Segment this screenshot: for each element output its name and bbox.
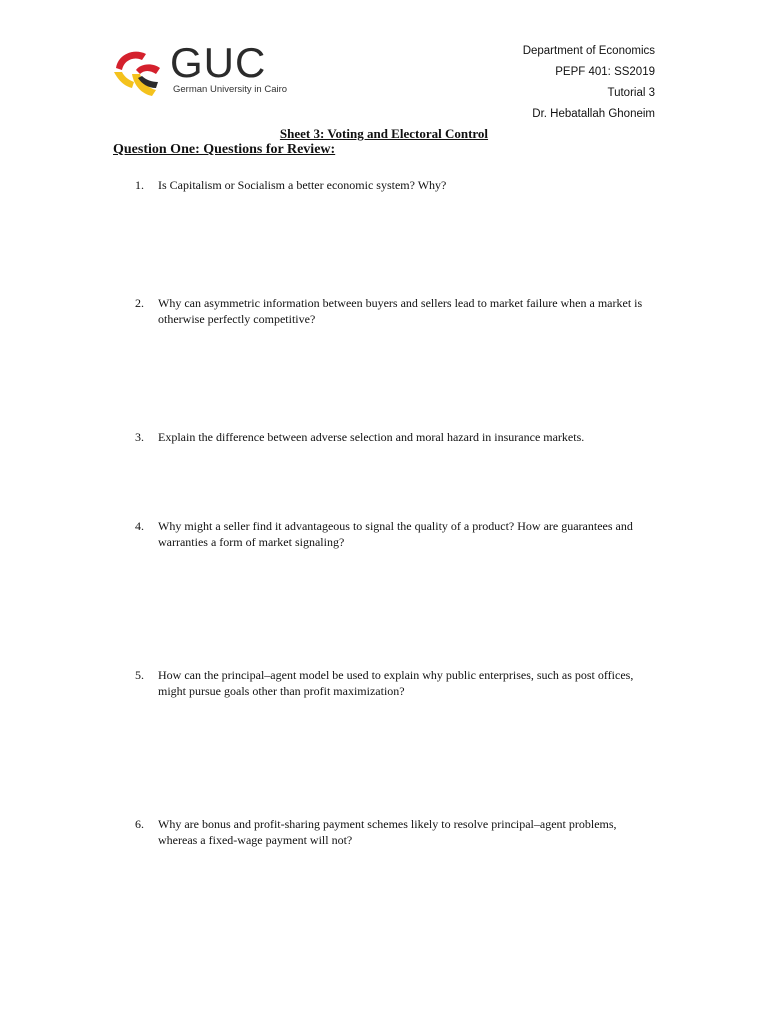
question-number: 1. bbox=[135, 178, 144, 192]
question-number: 4. bbox=[135, 519, 144, 533]
question-number: 2. bbox=[135, 296, 144, 310]
question-number: 5. bbox=[135, 668, 144, 682]
question-text: Why are bonus and profit-sharing payment schemes likely to resolve principal–agent problems, whereas a fixed-wage payment will not? bbox=[158, 817, 617, 847]
question-text: Why can asymmetric information between buyers and sellers lead to market failure when a market is otherwise perfectly competitive? bbox=[158, 296, 643, 326]
question-number: 3. bbox=[135, 430, 144, 444]
question-text: How can the principal–agent model be used to explain why public enterprises, such as post offices, might pursue goals other than profit maximization? bbox=[158, 668, 634, 698]
question-item bbox=[113, 295, 658, 327]
guc-logo-mark-icon bbox=[112, 44, 168, 100]
course-header bbox=[523, 44, 655, 128]
section-title: Question One: Questions for Review: bbox=[113, 142, 336, 157]
instructor-line: Dr. Hebatallah Ghoneim bbox=[532, 108, 655, 120]
tutorial-line: Tutorial 3 bbox=[607, 87, 655, 99]
department-line: Department of Economics bbox=[522, 45, 655, 57]
question-text: Explain the difference between adverse selection and moral hazard in insurance markets. bbox=[158, 430, 585, 444]
course-code-line: PEPF 401: SS2019 bbox=[555, 66, 655, 78]
sheet-title: Sheet 3: Voting and Electoral Control bbox=[279, 126, 489, 141]
question-item bbox=[113, 429, 658, 445]
question-item bbox=[113, 518, 658, 550]
question-item bbox=[113, 816, 658, 848]
logo-subtitle: German University in Cairo bbox=[173, 84, 288, 95]
question-text: Why might a seller find it advantageous to signal the quality of a product? How are guarantees and warranties a form of market signaling? bbox=[158, 519, 633, 549]
question-number: 6. bbox=[135, 817, 144, 831]
logo-wordmark: GUC bbox=[170, 39, 267, 86]
question-text: Is Capitalism or Socialism a better economic system? Why? bbox=[158, 178, 447, 192]
question-item bbox=[113, 667, 658, 699]
question-item bbox=[113, 177, 658, 193]
guc-logo bbox=[112, 39, 288, 102]
